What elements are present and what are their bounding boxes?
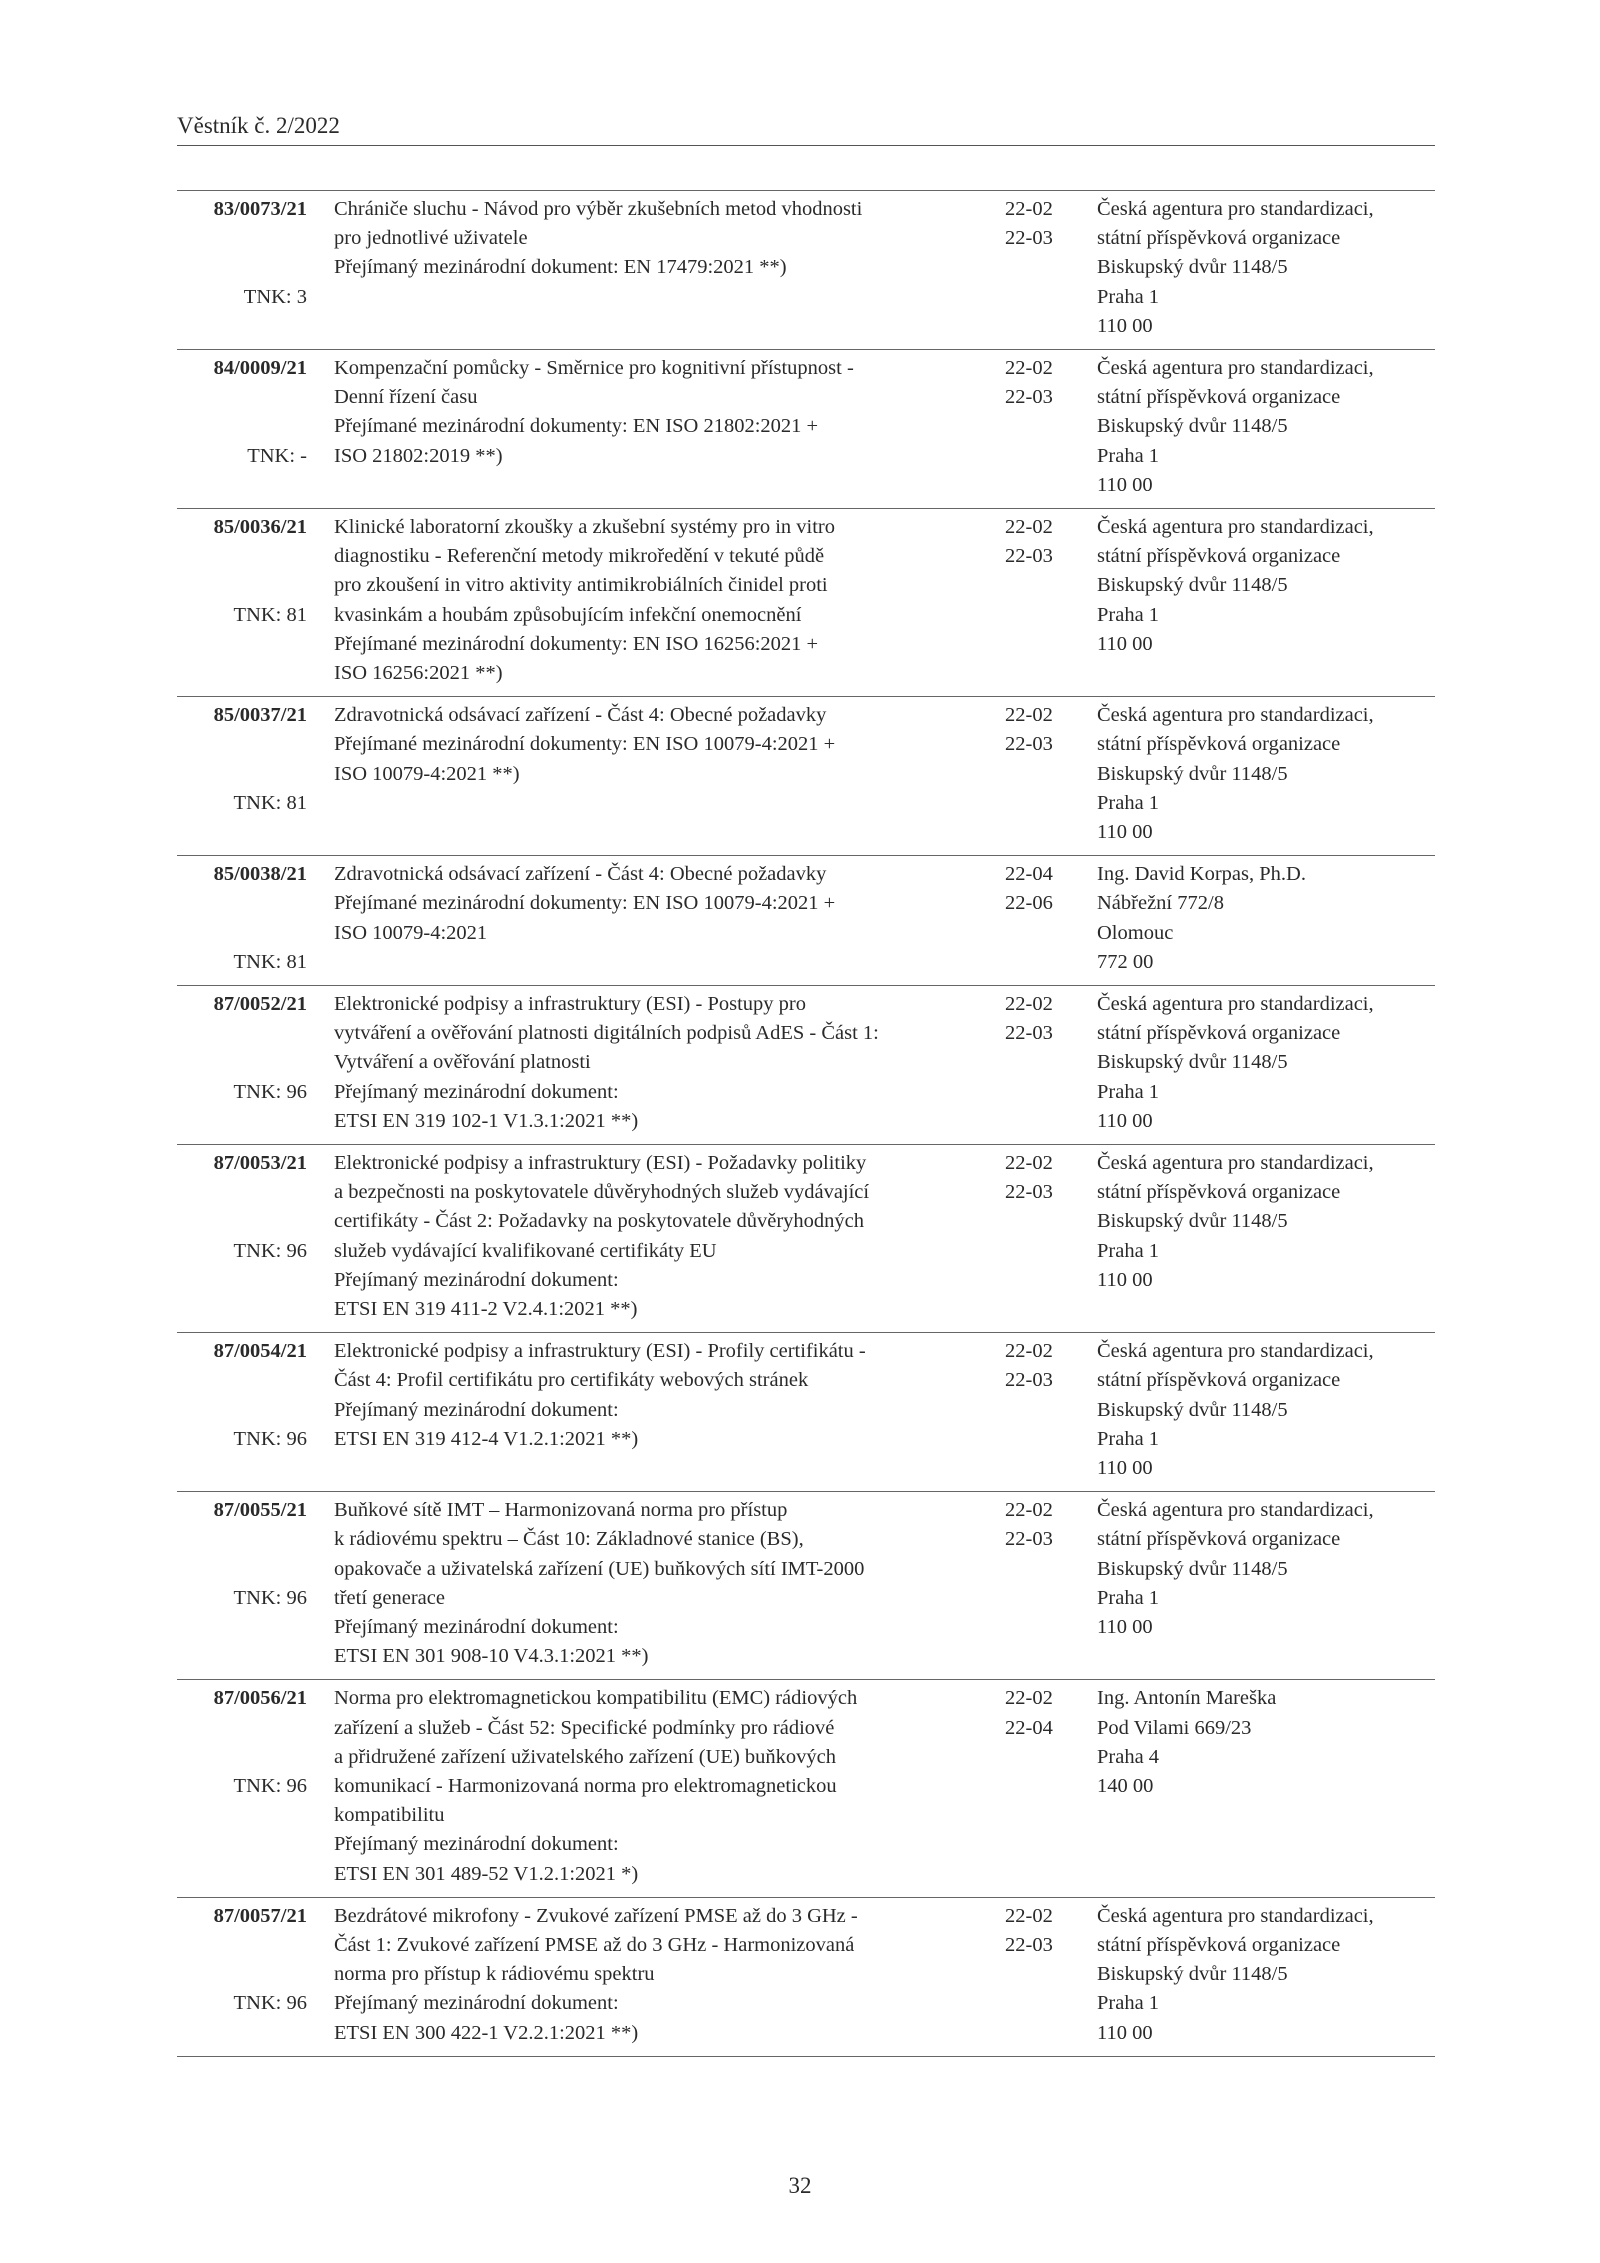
title-line: Elektronické podpisy a infrastruktury (ESI) - Požadavky politiky — [334, 1151, 867, 1174]
date-value: 22-02 — [1005, 198, 1053, 220]
tnk-label: TNK: 3 — [243, 285, 307, 308]
standard-code: 87/0052/21 — [213, 992, 307, 1015]
title-line: Přejímaný mezinárodní dokument: — [334, 1615, 619, 1638]
address-line: Praha 1 — [1097, 1239, 1160, 1262]
address-line: Nábřežní 772/8 — [1097, 892, 1224, 915]
title-line: Bezdrátové mikrofony - Zvukové zařízení PMSE až do 3 GHz - — [334, 1904, 858, 1927]
address-line: Ing. Antonín Mareška — [1097, 1687, 1277, 1710]
address-line: Praha 1 — [1097, 791, 1160, 814]
table-row — [177, 1492, 1435, 1680]
address-cell — [1097, 1684, 1435, 1801]
title-line: ISO 10079-4:2021 **) — [334, 762, 520, 785]
dates-cell — [1005, 1149, 1075, 1207]
address-line: 110 00 — [1097, 473, 1153, 496]
title-cell — [334, 990, 994, 1136]
address-line: státní příspěvková organizace — [1097, 386, 1341, 409]
address-line: Biskupský dvůr 1148/5 — [1097, 574, 1288, 597]
address-line: Olomouc — [1097, 921, 1174, 944]
title-line: Přejímané mezinárodní dokumenty: EN ISO 21802:2021 + — [334, 415, 819, 438]
address-line: Biskupský dvůr 1148/5 — [1097, 1557, 1288, 1580]
address-cell — [1097, 1149, 1435, 1295]
dates-cell — [1005, 513, 1075, 571]
code-cell — [177, 195, 307, 312]
code-cell — [177, 860, 307, 977]
title-line: Přejímaný mezinárodní dokument: — [334, 1833, 619, 1856]
date-value: 22-02 — [1005, 1340, 1053, 1363]
address-line: státní příspěvková organizace — [1097, 1022, 1341, 1045]
address-cell — [1097, 1902, 1435, 2048]
date-value: 22-03 — [1005, 1933, 1053, 1956]
table-row — [177, 509, 1435, 697]
tnk-label: TNK: 96 — [233, 1239, 307, 1262]
tnk-label: TNK: 81 — [233, 791, 307, 814]
date-value: 22-02 — [1005, 516, 1053, 538]
address-line: 110 00 — [1097, 1456, 1153, 1479]
title-line: třetí generace — [334, 1586, 445, 1609]
dates-cell — [1005, 1684, 1075, 1742]
date-value: 22-03 — [1005, 1181, 1053, 1204]
title-line: Přejímaný mezinárodní dokument: — [334, 1268, 619, 1291]
address-line: Biskupský dvůr 1148/5 — [1097, 1051, 1288, 1074]
title-line: Přejímané mezinárodní dokumenty: EN ISO 10079-4:2021 + — [334, 892, 836, 915]
address-line: státní příspěvková organizace — [1097, 545, 1341, 568]
title-line: pro jednotlivé uživatele — [334, 227, 528, 250]
date-value: 22-02 — [1005, 357, 1053, 379]
title-line: certifikáty - Část 2: Požadavky na poskytovatele důvěryhodných — [334, 1210, 865, 1233]
table-row — [177, 191, 1435, 350]
dates-cell — [1005, 1902, 1075, 1960]
code-cell — [177, 513, 307, 630]
title-line: Elektronické podpisy a infrastruktury (ESI) - Postupy pro — [334, 992, 806, 1015]
standard-code: 84/0009/21 — [213, 357, 307, 379]
title-cell — [334, 1496, 994, 1671]
title-line: Přejímaný mezinárodní dokument: — [334, 1398, 619, 1421]
address-line: Praha 1 — [1097, 603, 1160, 626]
address-line: Biskupský dvůr 1148/5 — [1097, 256, 1288, 279]
address-line: státní příspěvková organizace — [1097, 1933, 1341, 1956]
date-value: 22-03 — [1005, 1369, 1053, 1392]
address-line: Ing. David Korpas, Ph.D. — [1097, 863, 1306, 886]
standard-code: 87/0054/21 — [213, 1340, 307, 1363]
title-line: kompatibilitu — [334, 1804, 445, 1827]
title-cell — [334, 513, 994, 688]
standard-code: 87/0053/21 — [213, 1151, 307, 1174]
tnk-label: TNK: 96 — [233, 1080, 307, 1103]
date-value: 22-02 — [1005, 704, 1053, 727]
address-line: státní příspěvková organizace — [1097, 1181, 1341, 1204]
address-line: Praha 1 — [1097, 1586, 1160, 1609]
title-line: ETSI EN 301 908-10 V4.3.1:2021 **) — [334, 1645, 649, 1668]
dates-cell — [1005, 195, 1075, 253]
tnk-label: TNK: 96 — [233, 1427, 307, 1450]
code-cell — [177, 354, 307, 471]
title-line: komunikací - Harmonizovaná norma pro elektromagnetickou — [334, 1774, 837, 1797]
address-line: Praha 1 — [1097, 1992, 1160, 2015]
tnk-label: TNK: - — [247, 444, 307, 467]
title-line: Denní řízení času — [334, 386, 478, 409]
table-row — [177, 1680, 1435, 1897]
standard-code: 87/0055/21 — [213, 1499, 307, 1522]
address-line: Biskupský dvůr 1148/5 — [1097, 1963, 1288, 1986]
date-value: 22-03 — [1005, 227, 1053, 250]
title-line: Část 1: Zvukové zařízení PMSE až do 3 GHz - Harmonizovaná — [334, 1933, 855, 1956]
title-line: ETSI EN 301 489-52 V1.2.1:2021 *) — [334, 1862, 639, 1885]
header-divider — [177, 145, 1435, 146]
title-line: a bezpečnosti na poskytovatele důvěryhodných služeb vydávající — [334, 1181, 870, 1204]
standard-code: 85/0038/21 — [213, 863, 307, 886]
title-line: služeb vydávající kvalifikované certifikáty EU — [334, 1239, 717, 1262]
title-line: Část 4: Profil certifikátu pro certifikáty webových stránek — [334, 1369, 809, 1392]
title-line: opakovače a uživatelská zařízení (UE) buňkových sítí IMT-2000 — [334, 1557, 865, 1580]
title-line: Elektronické podpisy a infrastruktury (ESI) - Profily certifikátu - — [334, 1340, 866, 1363]
title-cell — [334, 701, 994, 789]
title-line: Přejímaný mezinárodní dokument: — [334, 1992, 619, 2015]
address-line: státní příspěvková organizace — [1097, 1369, 1341, 1392]
address-cell — [1097, 990, 1435, 1136]
address-line: 772 00 — [1097, 950, 1154, 973]
address-line: Praha 4 — [1097, 1745, 1160, 1768]
dates-cell — [1005, 1337, 1075, 1395]
tnk-label: TNK: 96 — [233, 1774, 307, 1797]
title-line: ETSI EN 300 422-1 V2.2.1:2021 **) — [334, 2021, 639, 2044]
title-line: Přejímaný mezinárodní dokument: EN 17479:2021 **) — [334, 256, 787, 279]
address-line: Praha 1 — [1097, 285, 1160, 308]
address-line: Česká agentura pro standardizaci, — [1097, 704, 1374, 727]
date-value: 22-03 — [1005, 733, 1053, 756]
standards-table — [177, 190, 1435, 2057]
tnk-label: TNK: 81 — [233, 950, 307, 973]
title-line: diagnostiku - Referenční metody mikroředění v tekuté půdě — [334, 545, 825, 568]
address-line: 110 00 — [1097, 1268, 1153, 1291]
table-row — [177, 1145, 1435, 1333]
code-cell — [177, 1902, 307, 2019]
title-line: norma pro přístup k rádiovému spektru — [334, 1963, 655, 1986]
table-row — [177, 350, 1435, 509]
title-cell — [334, 1337, 994, 1454]
tnk-label: TNK: 81 — [233, 603, 307, 626]
date-value: 22-04 — [1005, 863, 1053, 886]
standard-code: 85/0037/21 — [213, 704, 307, 727]
dates-cell — [1005, 860, 1075, 918]
dates-cell — [1005, 701, 1075, 759]
address-line: Česká agentura pro standardizaci, — [1097, 992, 1374, 1015]
address-line: Biskupský dvůr 1148/5 — [1097, 1210, 1288, 1233]
address-line: státní příspěvková organizace — [1097, 733, 1341, 756]
standard-code: 83/0073/21 — [213, 198, 307, 220]
title-line: ETSI EN 319 102-1 V1.3.1:2021 **) — [334, 1109, 639, 1132]
address-cell — [1097, 1337, 1435, 1483]
standard-code: 87/0057/21 — [213, 1904, 307, 1927]
title-line: Chrániče sluchu - Návod pro výběr zkušebních metod vhodnosti — [334, 198, 863, 220]
address-line: Praha 1 — [1097, 444, 1160, 467]
standard-code: 87/0056/21 — [213, 1687, 307, 1710]
title-line: k rádiovému spektru – Část 10: Základnové stanice (BS), — [334, 1528, 804, 1551]
title-line: Přejímané mezinárodní dokumenty: EN ISO 16256:2021 + — [334, 632, 819, 655]
dates-cell — [1005, 1496, 1075, 1554]
title-cell — [334, 354, 994, 471]
code-cell — [177, 1684, 307, 1801]
title-line: zařízení a služeb - Část 52: Specifické podmínky pro rádiové — [334, 1716, 835, 1739]
page-number: 32 — [788, 2173, 812, 2198]
tnk-label: TNK: 96 — [233, 1992, 307, 2015]
table-row — [177, 1898, 1435, 2057]
table-row — [177, 1333, 1435, 1492]
date-value: 22-04 — [1005, 1716, 1053, 1739]
address-line: Biskupský dvůr 1148/5 — [1097, 1398, 1288, 1421]
title-line: vytváření a ověřování platnosti digitálních podpisů AdES - Část 1: — [334, 1022, 879, 1045]
dates-cell — [1005, 990, 1075, 1048]
address-line: Česká agentura pro standardizaci, — [1097, 1499, 1374, 1522]
address-line: Česká agentura pro standardizaci, — [1097, 1151, 1374, 1174]
code-cell — [177, 990, 307, 1107]
date-value: 22-03 — [1005, 1022, 1053, 1045]
address-cell — [1097, 195, 1435, 341]
code-cell — [177, 1496, 307, 1613]
code-cell — [177, 1337, 307, 1454]
title-cell — [334, 195, 994, 283]
standard-code: 85/0036/21 — [213, 516, 307, 538]
title-line: Zdravotnická odsávací zařízení - Část 4: Obecné požadavky — [334, 704, 827, 727]
title-line: a přidružené zařízení uživatelského zařízení (UE) buňkových — [334, 1745, 837, 1768]
address-line: 140 00 — [1097, 1774, 1154, 1797]
dates-cell — [1005, 354, 1075, 412]
title-line: Vytváření a ověřování platnosti — [334, 1051, 591, 1074]
address-line: Pod Vilami 669/23 — [1097, 1716, 1252, 1739]
address-line: Česká agentura pro standardizaci, — [1097, 1340, 1374, 1363]
date-value: 22-06 — [1005, 892, 1053, 915]
title-line: ISO 21802:2019 **) — [334, 444, 503, 467]
table-row — [177, 697, 1435, 856]
address-line: 110 00 — [1097, 632, 1153, 655]
date-value: 22-02 — [1005, 1151, 1053, 1174]
address-line: Česká agentura pro standardizaci, — [1097, 1904, 1374, 1927]
title-cell — [334, 860, 994, 948]
address-line: Česká agentura pro standardizaci, — [1097, 357, 1374, 379]
title-line: kvasinkám a houbám způsobujícím infekční onemocnění — [334, 603, 802, 626]
address-line: Praha 1 — [1097, 1080, 1160, 1103]
address-line: 110 00 — [1097, 1109, 1153, 1132]
code-cell — [177, 1149, 307, 1266]
title-line: pro zkoušení in vitro aktivity antimikrobiálních činidel proti — [334, 574, 828, 597]
title-line: ETSI EN 319 411-2 V2.4.1:2021 **) — [334, 1298, 638, 1320]
address-line: Biskupský dvůr 1148/5 — [1097, 762, 1288, 785]
address-line: Biskupský dvůr 1148/5 — [1097, 415, 1288, 438]
address-line: Česká agentura pro standardizaci, — [1097, 516, 1374, 538]
address-cell — [1097, 860, 1435, 977]
address-line: státní příspěvková organizace — [1097, 1528, 1341, 1551]
title-cell — [334, 1902, 994, 2048]
title-line: Klinické laboratorní zkoušky a zkušební systémy pro in vitro — [334, 516, 836, 538]
title-line: ISO 10079-4:2021 — [334, 921, 488, 944]
address-cell — [1097, 1496, 1435, 1642]
title-line: Přejímaný mezinárodní dokument: — [334, 1080, 619, 1103]
date-value: 22-02 — [1005, 1904, 1053, 1927]
address-line: 110 00 — [1097, 821, 1153, 843]
title-line: Přejímané mezinárodní dokumenty: EN ISO 10079-4:2021 + — [334, 733, 836, 756]
address-cell — [1097, 354, 1435, 500]
address-line: 110 00 — [1097, 1615, 1153, 1638]
address-cell — [1097, 513, 1435, 659]
address-cell — [1097, 701, 1435, 847]
date-value: 22-03 — [1005, 1528, 1053, 1551]
title-cell — [334, 1149, 994, 1324]
title-line: Norma pro elektromagnetickou kompatibilitu (EMC) rádiových — [334, 1687, 858, 1710]
date-value: 22-03 — [1005, 386, 1053, 409]
page-header-title: Věstník č. 2/2022 — [177, 113, 340, 138]
title-line: Kompenzační pomůcky - Směrnice pro kognitivní přístupnost - — [334, 357, 854, 379]
address-line: Praha 1 — [1097, 1427, 1160, 1450]
title-line: Buňkové sítě IMT – Harmonizovaná norma pro přístup — [334, 1499, 788, 1522]
date-value: 22-02 — [1005, 1499, 1053, 1522]
code-cell — [177, 701, 307, 818]
table-row — [177, 986, 1435, 1145]
title-line: Zdravotnická odsávací zařízení - Část 4: Obecné požadavky — [334, 863, 827, 886]
title-cell — [334, 1684, 994, 1888]
date-value: 22-02 — [1005, 1687, 1053, 1710]
address-line: státní příspěvková organizace — [1097, 227, 1341, 250]
table-row — [177, 856, 1435, 986]
address-line: 110 00 — [1097, 314, 1153, 337]
date-value: 22-02 — [1005, 992, 1053, 1015]
tnk-label: TNK: 96 — [233, 1586, 307, 1609]
address-line: Česká agentura pro standardizaci, — [1097, 198, 1374, 220]
title-line: ETSI EN 319 412-4 V1.2.1:2021 **) — [334, 1427, 639, 1450]
address-line: 110 00 — [1097, 2021, 1153, 2044]
title-line: ISO 16256:2021 **) — [334, 662, 503, 685]
date-value: 22-03 — [1005, 545, 1053, 568]
